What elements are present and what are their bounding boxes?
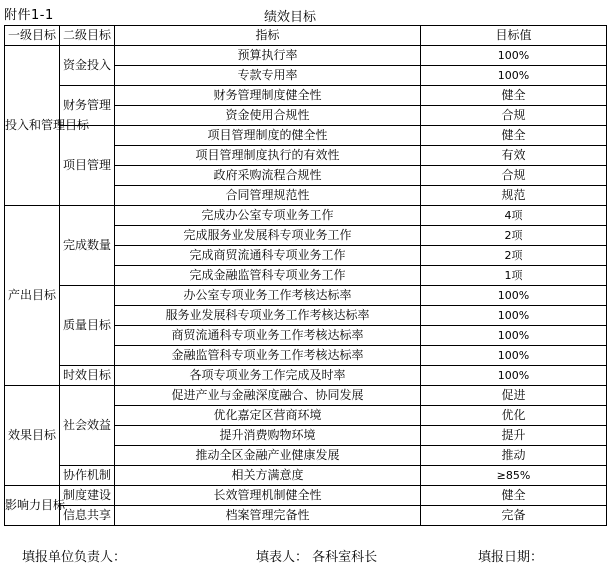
value-cell: 优化: [421, 406, 607, 426]
subgroup-finance: 财务管理: [60, 86, 115, 126]
value-cell: 4项: [421, 206, 607, 226]
value-cell: 提升: [421, 426, 607, 446]
indicator-cell: 合同管理规范性: [115, 186, 421, 206]
subgroup-quality: 质量目标: [60, 286, 115, 366]
subgroup-system: 制度建设: [60, 486, 115, 506]
indicator-cell: 促进产业与金融深度融合、协同发展: [115, 386, 421, 406]
value-cell: 完备: [421, 506, 607, 526]
value-cell: ≥85%: [421, 466, 607, 486]
value-cell: 健全: [421, 86, 607, 106]
indicator-cell: 项目管理制度的健全性: [115, 126, 421, 146]
group-output: 产出目标: [5, 206, 60, 386]
indicator-cell: 项目管理制度执行的有效性: [115, 146, 421, 166]
table-row: [5, 486, 607, 506]
value-cell: 100%: [421, 366, 607, 386]
value-cell: 规范: [421, 186, 607, 206]
indicator-cell: 预算执行率: [115, 46, 421, 66]
header-level1: 一级目标: [5, 26, 60, 46]
value-cell: 100%: [421, 66, 607, 86]
table-row: [5, 206, 607, 226]
table-row: [5, 366, 607, 386]
value-cell: 100%: [421, 286, 607, 306]
subgroup-fund: 资金投入: [60, 46, 115, 86]
indicator-cell: 商贸流通科专项业务工作考核达标率: [115, 326, 421, 346]
indicator-cell: 完成服务业发展科专项业务工作: [115, 226, 421, 246]
indicator-cell: 财务管理制度健全性: [115, 86, 421, 106]
table-row: [5, 46, 607, 66]
indicator-cell: 资金使用合规性: [115, 106, 421, 126]
indicator-cell: 优化嘉定区营商环境: [115, 406, 421, 426]
indicator-cell: 金融监管科专项业务工作考核达标率: [115, 346, 421, 366]
subgroup-quantity: 完成数量: [60, 206, 115, 286]
value-cell: 100%: [421, 306, 607, 326]
attachment-label: 附件1-1: [4, 8, 54, 23]
value-cell: 合规: [421, 166, 607, 186]
indicator-cell: 完成办公室专项业务工作: [115, 206, 421, 226]
unit-head-label: 填报单位负责人：: [22, 550, 127, 565]
value-cell: 合规: [421, 106, 607, 126]
value-cell: 2项: [421, 226, 607, 246]
indicator-cell: 服务业发展科专项业务工作考核达标率: [115, 306, 421, 326]
subgroup-social: 社会效益: [60, 386, 115, 466]
value-cell: 100%: [421, 346, 607, 366]
table-title: 绩效目标: [263, 10, 316, 25]
subgroup-project: 项目管理: [60, 126, 115, 206]
subgroup-info: 信息共享: [60, 506, 115, 526]
table-row: [5, 86, 607, 106]
indicator-cell: 长效管理机制健全性: [115, 486, 421, 506]
footer: [0, 546, 609, 564]
indicator-cell: 政府采购流程合规性: [115, 166, 421, 186]
indicator-cell: 完成金融监管科专项业务工作: [115, 266, 421, 286]
value-cell: 健全: [421, 486, 607, 506]
value-cell: 有效: [421, 146, 607, 166]
value-cell: 推动: [421, 446, 607, 466]
value-cell: 健全: [421, 126, 607, 146]
indicator-cell: 各项专项业务工作完成及时率: [115, 366, 421, 386]
indicator-cell: 专款专用率: [115, 66, 421, 86]
subgroup-coop: 协作机制: [60, 466, 115, 486]
indicator-cell: 档案管理完备性: [115, 506, 421, 526]
indicator-cell: 相关方满意度: [115, 466, 421, 486]
header-indicator: 指标: [115, 26, 421, 46]
date-label: 填报日期：: [478, 550, 544, 565]
header-target-value: 目标值: [421, 26, 607, 46]
indicator-cell: 提升消费购物环境: [115, 426, 421, 446]
value-cell: 100%: [421, 326, 607, 346]
indicator-cell: 推动全区金融产业健康发展: [115, 446, 421, 466]
table-row: [5, 466, 607, 486]
table-row: [5, 126, 607, 146]
subgroup-timeliness: 时效目标: [60, 366, 115, 386]
value-cell: 100%: [421, 46, 607, 66]
table-row: [5, 386, 607, 406]
table-row: [5, 506, 607, 526]
group-influence: 影响力目标: [5, 486, 60, 526]
value-cell: 1项: [421, 266, 607, 286]
group-input: 投入和管理目标: [5, 46, 60, 206]
header-level2: 二级目标: [60, 26, 115, 46]
performance-goals-table: [4, 25, 607, 526]
indicator-cell: 完成商贸流通科专项业务工作: [115, 246, 421, 266]
value-cell: 2项: [421, 246, 607, 266]
group-effect: 效果目标: [5, 386, 60, 486]
indicator-cell: 办公室专项业务工作考核达标率: [115, 286, 421, 306]
table-row: [5, 286, 607, 306]
filler-label: 填表人： 各科室科长: [256, 550, 378, 565]
header-row: [5, 26, 607, 46]
value-cell: 促进: [421, 386, 607, 406]
